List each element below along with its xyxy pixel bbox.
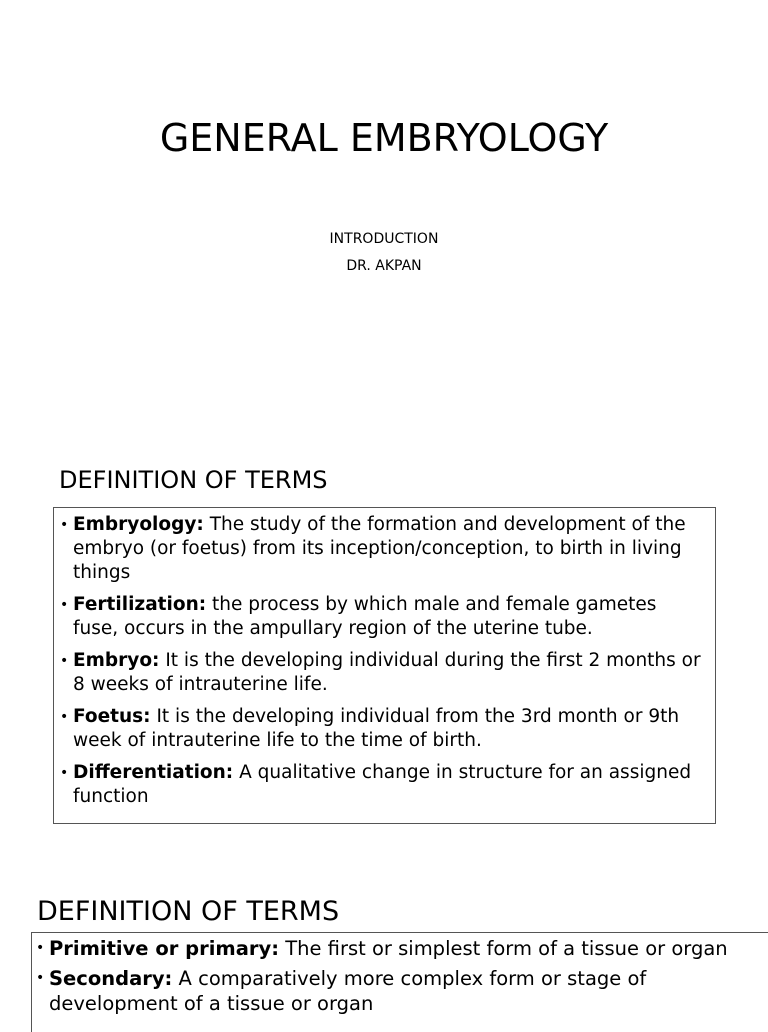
term: Primitive or primary:: [49, 937, 279, 960]
subtitle-author: DR. AKPAN: [346, 258, 422, 274]
term: Embryology:: [73, 514, 204, 535]
list-item: [60, 705, 707, 753]
definition: It is the developing individual from the 3rd month or 9th week of intrauterine life to the time of birth.: [73, 706, 680, 751]
term: Embryo:: [73, 650, 160, 671]
definition: The study of the formation and development of the embryo (or foetus) from its inception/conception, to birth in living things: [73, 514, 686, 583]
definition-list-1: [60, 513, 707, 809]
term: Fertilization:: [73, 594, 207, 615]
list-item: [36, 966, 762, 1016]
list-item: [60, 593, 707, 641]
definitions-box-2: [31, 932, 768, 1032]
definition: the process by which male and female gametes fuse, occurs in the ampullary region of the uterine tube.: [73, 594, 657, 639]
bullet-icon: •: [36, 970, 45, 986]
section-heading-1: DEFINITION OF TERMS: [59, 466, 328, 494]
definition: The first or simplest form of a tissue or organ: [279, 937, 728, 960]
bullet-icon: •: [36, 940, 45, 956]
list-item: [60, 761, 707, 809]
section-heading-2: DEFINITION OF TERMS: [37, 896, 340, 927]
list-item: [60, 513, 707, 585]
definitions-box-1: [53, 507, 716, 824]
subtitle: [0, 226, 768, 280]
bullet-icon: •: [60, 597, 69, 613]
definition-list-2: [36, 936, 762, 1016]
term: Differentiation:: [73, 762, 234, 783]
bullet-icon: •: [60, 517, 69, 533]
list-item: [60, 649, 707, 697]
term: Secondary:: [49, 967, 173, 990]
list-item: [36, 936, 762, 961]
slide-title: GENERAL EMBRYOLOGY: [159, 116, 609, 160]
bullet-icon: •: [60, 765, 69, 781]
bullet-icon: •: [60, 653, 69, 669]
subtitle-introduction: INTRODUCTION: [329, 231, 439, 247]
bullet-icon: •: [60, 709, 69, 725]
definition: A qualitative change in structure for an assigned function: [73, 762, 692, 807]
term: Foetus:: [73, 706, 151, 727]
definition: It is the developing individual during the first 2 months or 8 weeks of intrauterine life.: [73, 650, 701, 695]
definition: A comparatively more complex form or stage of development of a tissue or organ: [49, 967, 647, 1015]
